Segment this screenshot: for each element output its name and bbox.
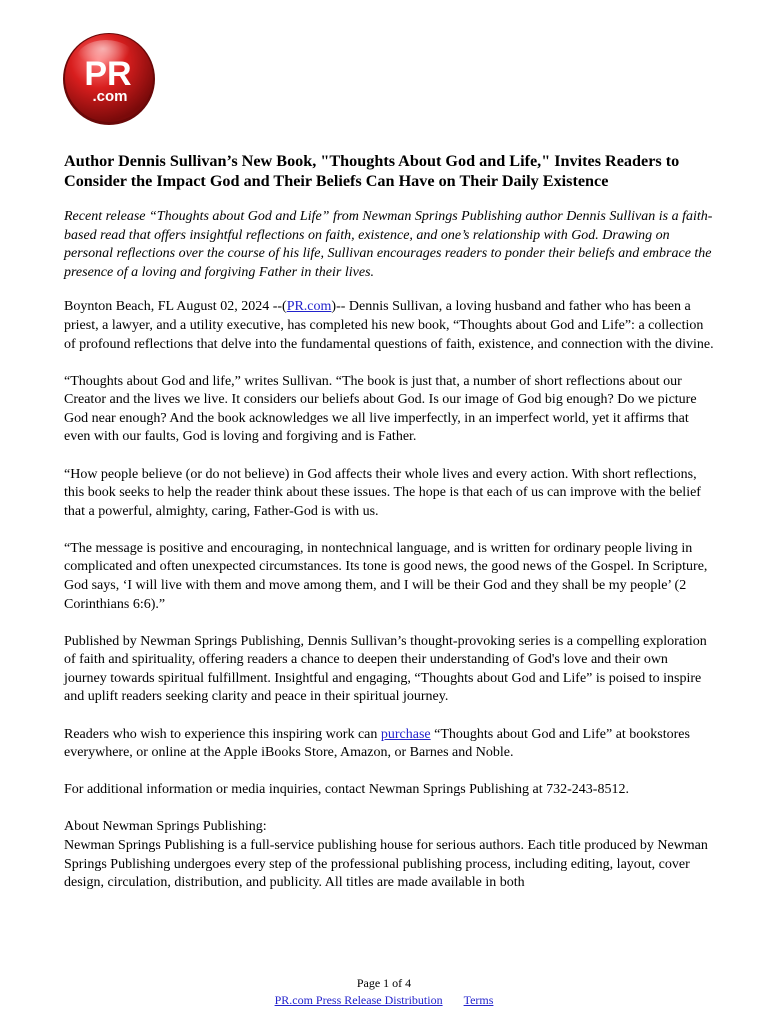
paragraph-publisher: Published by Newman Springs Publishing, Dennis Sullivan’s thought-provoking series is a compelling exploration of faith and spirituality, offering readers a chance to deepen their understanding of God's love and their own journey towards spiritual fulfillment. Insightful and engaging, “Thoughts about God and Life” is poised to inspire and uplift readers seeking clarity and peace in their spiritual journey. [64, 633, 707, 705]
dateline-suffix: )-- Dennis Sullivan, a loving husband and father who has been a priest, a lawyer, and a utility executive, has completed his new book, “Thoughts about God and Life”: a collection of profound reflections that delve into the fundamental questions of faith, existence, and connection with the divine. [64, 299, 714, 352]
article-title: Author Dennis Sullivan’s New Book, "Thoughts About God and Life," Invites Readers to Consider the Impact God and Their Beliefs Can Have on Their Daily Existence [64, 152, 680, 190]
paragraph-quote-2: “How people believe (or do not believe) in God affects their whole lives and every action. With short reflections, this book seeks to help the reader think about these issues. The hope is that each of us can improve with the belief that a powerful, almighty, caring, Father-God is with us. [64, 466, 701, 519]
about-body: Newman Springs Publishing is a full-service publishing house for serious authors. Each title produced by Newman Springs Publishing undergoes every step of the professional publishing process, including editing, layout, cover design, circulation, distribution, and publicity. All titles are made available in both [64, 837, 708, 891]
footer-link-distribution[interactable]: PR.com Press Release Distribution [274, 993, 443, 1007]
pr-com-logo-graphic [62, 32, 156, 126]
logo-text-com: .com [92, 88, 128, 105]
purchase-link[interactable]: purchase [380, 726, 431, 742]
article-summary: Recent release “Thoughts about God and Life” from Newman Springs Publishing author Dennis Sullivan is a faith-based read that offers insightful reflections on faith, existence, and one’s relationship with God. Drawing on personal reflections over the course of his life, Sullivan encourages readers to ponder their beliefs and embrace the presence of a loving and forgiving Father in their lives. [64, 209, 713, 280]
footer-link-terms[interactable]: Terms [463, 993, 494, 1007]
page-footer [0, 975, 768, 1009]
dateline-prefix: Boynton Beach, FL August 02, 2024 --( [64, 299, 287, 315]
purchase-prefix: Readers who wish to experience this inspiring work can [64, 726, 381, 742]
dateline-paragraph [64, 298, 714, 354]
page-number: Page 1 of 4 [356, 976, 412, 990]
paragraph-purchase [64, 726, 714, 763]
footer-links [0, 992, 768, 1009]
paragraph-contact: For additional information or media inquiries, contact Newman Springs Publishing at 732-243-8512. [64, 782, 629, 798]
paragraph-quote-1: “Thoughts about God and life,” writes Sullivan. “The book is just that, a number of short reflections about our Creator and the lives we live. It considers our beliefs about God. Is our image of God big enough? Do we picture God near enough? And the book acknowledges we all live imperfectly, in an imperfect world, yet it affirms that even with our faults, God is loving and forgiving and is Father. [64, 373, 697, 445]
paragraph-quote-3: “The message is positive and encouraging, in nontechnical language, and is written for ordinary people living in complicated and often unexpected circumstances. Its tone is good news, the good news of the Gospel. In Scripture, God says, ‘I will live with them and move among them, and I will be their God and they shall be my people’ (2 Corinthians 6:6).” [64, 540, 708, 612]
about-heading: About Newman Springs Publishing: [64, 819, 267, 835]
press-release-body [64, 151, 714, 893]
logo-text-pr: PR [84, 55, 132, 93]
pr-com-logo[interactable] [62, 32, 156, 126]
purchase-suffix: “Thoughts about God and Life” at bookstores everywhere, or online at the Apple iBooks Store, Amazon, or Barnes and Noble. [64, 726, 690, 761]
pr-com-link[interactable]: PR.com [286, 299, 332, 315]
